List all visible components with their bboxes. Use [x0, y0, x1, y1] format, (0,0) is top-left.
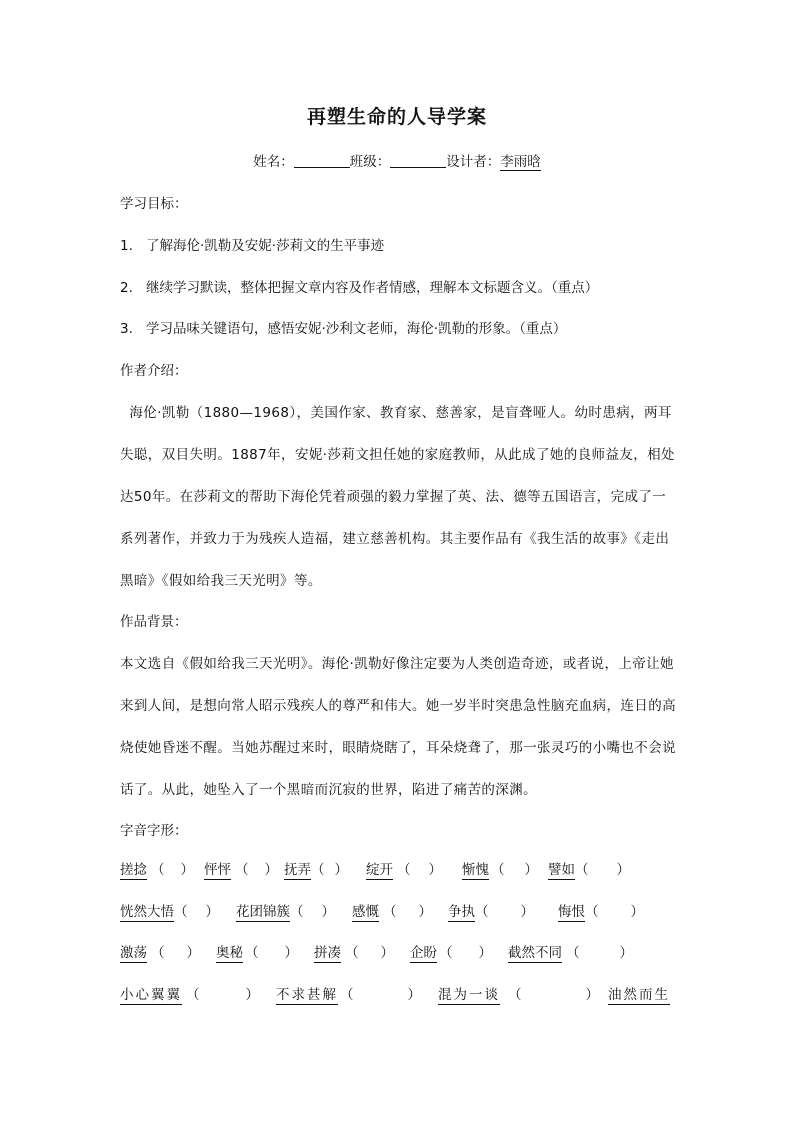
open-paren: （	[311, 862, 325, 878]
background-paragraph-line: 话了。从此，她坠入了一个黑暗而沉寂的世界，陷进了痛苦的深渊。	[120, 782, 537, 798]
open-paren: （	[491, 862, 505, 878]
vocab-item	[462, 858, 548, 880]
close-paren: ）	[407, 987, 423, 1003]
background-paragraph-line: 烧使她昏迷不醒。当她苏醒过来时，眼睛烧瞎了，耳朵烧聋了，那一张灵巧的小嘴也不会说	[120, 740, 676, 756]
vocab-item	[410, 941, 508, 963]
vocab-word	[236, 900, 290, 920]
vocab-item	[608, 983, 670, 1005]
designer-label: 设计者：	[446, 154, 501, 170]
close-paren: ）	[321, 904, 335, 920]
open-paren: （	[575, 862, 589, 878]
vocab-item	[204, 858, 284, 880]
class-label: 班级：	[349, 154, 391, 170]
goal-text: 了解海伦·凯勒及安妮·莎莉文的生平事迹	[146, 238, 385, 254]
author-paragraph-line: 海伦·凯勒（1880—1968），美国作家、教育家、慈善家，是盲聋哑人。幼时患病，两耳	[120, 405, 672, 421]
close-paren: ）	[186, 945, 200, 961]
open-paren: （	[151, 945, 165, 961]
close-paren: ）	[630, 904, 644, 920]
author-paragraph-line: 黑暗》《假如给我三天光明》等。	[120, 573, 322, 589]
open-paren: （	[245, 945, 259, 961]
name-blank[interactable]	[294, 154, 350, 168]
vocab-word: 混为一谈	[438, 983, 500, 1005]
vocab-row	[120, 983, 680, 1005]
open-paren: （	[439, 945, 453, 961]
vocab-word: 拼凑	[314, 941, 341, 963]
vocab-item	[558, 900, 668, 922]
close-paren: ）	[180, 862, 194, 878]
vocab-item	[548, 858, 648, 880]
close-paren: ）	[205, 904, 219, 920]
author-paragraph-line: 系列著作，并致力于为残疾人造福，建立慈善机构。其主要作品有《我生活的故事》《走出	[120, 531, 670, 547]
open-paren: （	[186, 987, 202, 1003]
background-paragraph-line: 本文选自《假如给我三天光明》。海伦·凯勒好像注定要为人类创造奇迹，或者说，上帝让她	[120, 656, 674, 672]
open-paren: （	[345, 945, 359, 961]
goal-item	[120, 317, 566, 337]
goal-number: 3.	[120, 321, 133, 337]
close-paren: ）	[520, 904, 534, 920]
open-paren: （	[151, 862, 165, 878]
vocab-row	[120, 858, 680, 880]
vocab-word: 抚弄	[284, 858, 311, 880]
vocab-item	[438, 983, 608, 1005]
vocab-word: 不求甚解	[276, 983, 338, 1005]
open-paren: （	[235, 862, 249, 878]
vocab-item	[236, 900, 352, 922]
open-paren: （	[383, 904, 397, 920]
vocab-word: 譬如	[548, 858, 575, 880]
goals-heading: 学习目标：	[120, 196, 188, 212]
goal-item	[120, 234, 384, 254]
open-paren: （	[174, 904, 188, 920]
open-paren: （	[290, 904, 304, 920]
document-title: 再塑生命的人导学案	[306, 106, 487, 128]
close-paren: ）	[619, 945, 633, 961]
author-paragraph-line: 达50年。在莎莉文的帮助下海伦凭着顽强的毅力掌握了英、法、德等五国语言，完成了一	[120, 489, 667, 505]
vocab-word: 小心翼翼	[120, 983, 182, 1005]
designer-name: 李雨晗	[500, 154, 541, 170]
vocab-row	[120, 900, 680, 922]
close-paren: ）	[380, 945, 394, 961]
close-paren: ）	[245, 987, 261, 1003]
vocab-row	[120, 941, 680, 963]
goal-text: 继续学习默读，整体把握文章内容及作者情感，理解本文标题含义。（重点）	[146, 280, 599, 296]
goal-number: 1.	[120, 238, 133, 254]
close-paren: ）	[418, 904, 432, 920]
vocab-item	[352, 900, 448, 922]
vocab-word: 感慨	[352, 900, 379, 922]
goal-text: 学习品味关键语句，感悟安妮·沙利文老师，海伦·凯勒的形象。（重点）	[146, 321, 567, 337]
close-paren: ）	[478, 945, 492, 961]
vocab-word: 油然而生	[608, 983, 670, 1005]
background-paragraph-line: 来到人间，是想向常人昭示残疾人的尊严和伟大。她一岁半时突患急性脑充血病，连日的高	[120, 698, 676, 714]
vocab-word-text: 花团锦簇	[236, 904, 290, 920]
open-paren: （	[475, 904, 489, 920]
vocab-item	[314, 941, 410, 963]
close-paren: ）	[585, 987, 601, 1003]
author-heading: 作者介绍：	[120, 363, 188, 379]
vocab-item	[216, 941, 314, 963]
open-paren: （	[585, 904, 599, 920]
vocab-word: 搓捻	[120, 858, 147, 880]
vocab-heading: 字音字形：	[120, 823, 188, 839]
vocab-item	[284, 858, 366, 880]
vocab-item	[276, 983, 438, 1005]
vocab-word: 截然不同	[508, 941, 562, 963]
vocab-word: 奥秘	[216, 941, 243, 963]
vocab-item	[120, 941, 216, 963]
vocab-item	[508, 941, 658, 963]
name-label: 姓名：	[253, 154, 294, 170]
vocab-word: 绽开	[366, 858, 393, 880]
open-paren: （	[566, 945, 580, 961]
vocab-word: 争执	[448, 900, 475, 922]
vocab-item	[120, 900, 236, 922]
vocab-word: 悔恨	[558, 900, 585, 922]
vocab-word: 怦怦	[204, 858, 231, 880]
class-blank[interactable]	[390, 154, 446, 168]
author-paragraph-line: 失聪，双目失明。1887年，安妮·莎莉文担任她的家庭教师，从此成了她的良师益友，相处	[120, 447, 675, 463]
vocab-item	[448, 900, 558, 922]
close-paren: ）	[334, 862, 348, 878]
student-info-line	[0, 150, 794, 170]
close-paren: ）	[524, 862, 538, 878]
vocab-item	[366, 858, 462, 880]
vocab-item	[120, 858, 204, 880]
goal-number: 2.	[120, 280, 133, 296]
vocab-item	[120, 983, 276, 1005]
close-paren: ）	[284, 945, 298, 961]
vocab-word: 恍然大悟	[120, 900, 174, 922]
open-paren: （	[397, 862, 411, 878]
close-paren: ）	[264, 862, 278, 878]
close-paren: ）	[616, 862, 630, 878]
close-paren: ）	[428, 862, 442, 878]
background-heading: 作品背景：	[120, 614, 188, 630]
vocab-word: 激荡	[120, 941, 147, 963]
vocab-word: 企盼	[410, 941, 437, 963]
open-paren: （	[508, 987, 524, 1003]
open-paren: （	[340, 987, 356, 1003]
vocab-word: 惭愧	[462, 858, 489, 880]
goal-item	[120, 276, 598, 296]
